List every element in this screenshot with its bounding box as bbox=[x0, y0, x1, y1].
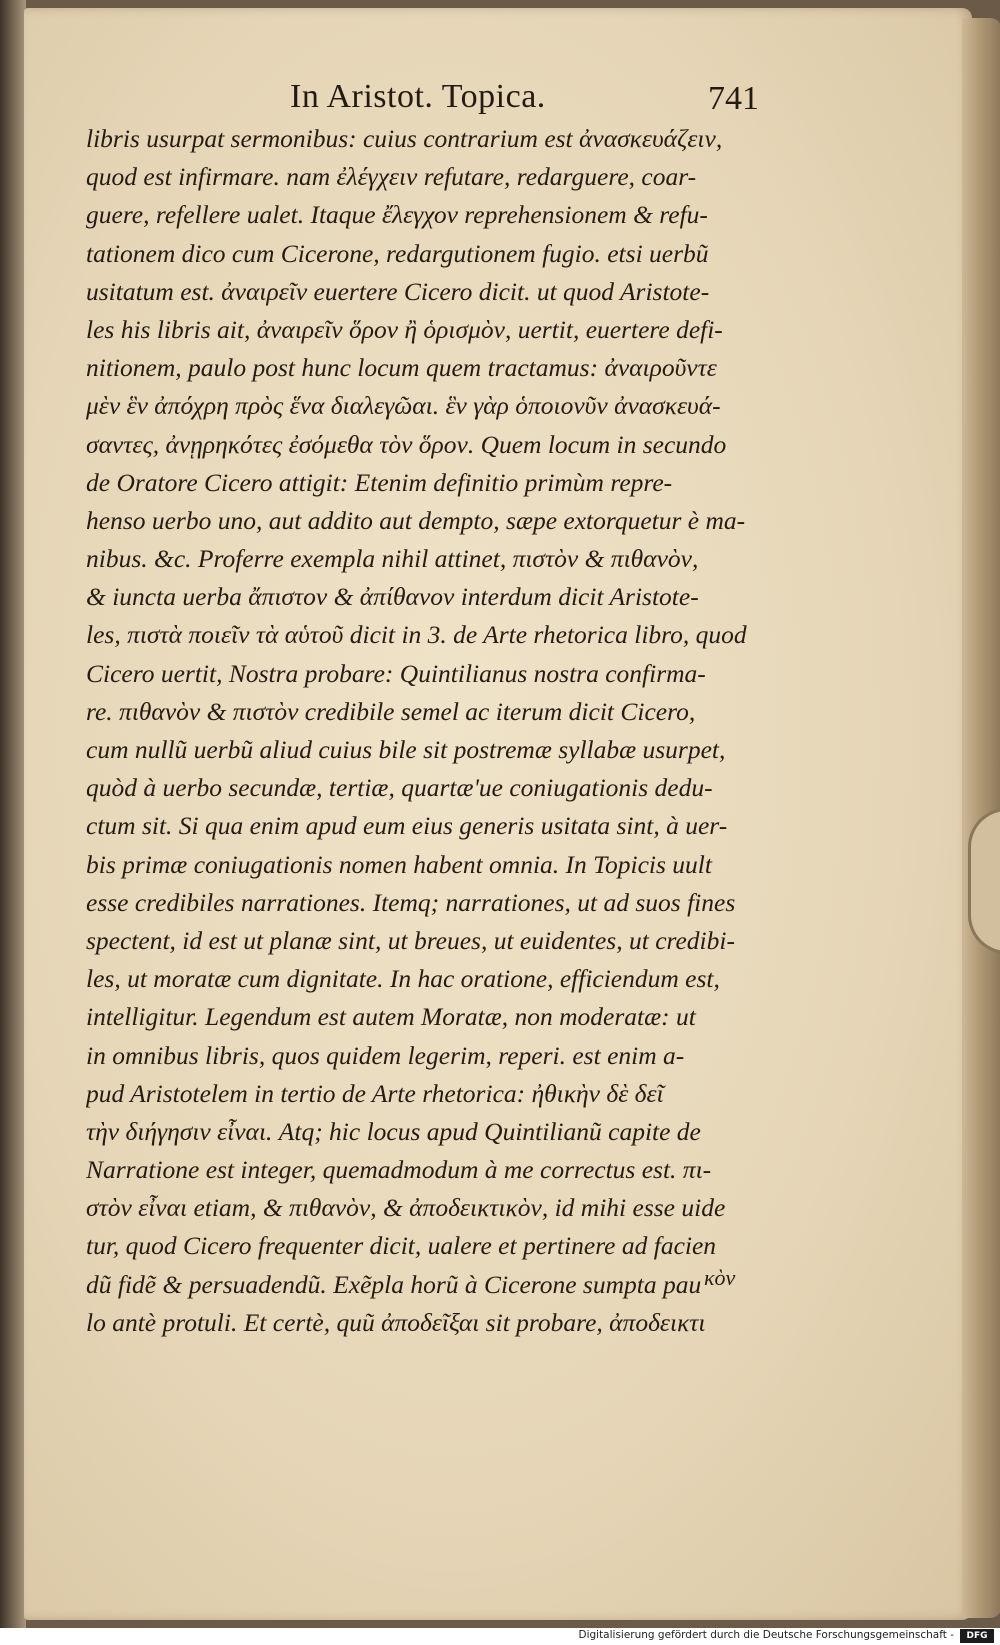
text-line: spectent, id est ut planæ sint, ut breues, ut euidentes, ut credibi- bbox=[86, 925, 735, 955]
text-line: re. πιθανὸν & πιστὸν credibile semel ac iterum dicit Cicero, bbox=[86, 696, 696, 726]
text-line: guere, refellere ualet. Itaque ἔλεγχον reprehensionem & refu- bbox=[86, 200, 708, 230]
text-line: tur, quod Cicero frequenter dicit, ualere et pertinere ad facien bbox=[86, 1231, 717, 1261]
text-line: les, ut moratæ cum dignitate. In hac oratione, efficiendum est, bbox=[86, 964, 720, 994]
catchword: κὸν bbox=[704, 1265, 736, 1290]
text-line: intelligitur. Legendum est autem Moratæ, non moderatæ: ut bbox=[86, 1002, 696, 1032]
text-line: τὴν διήγησιν εἶναι. Atq; hic locus apud Quintilianũ capite de bbox=[86, 1116, 701, 1146]
binding-edge bbox=[0, 0, 26, 1628]
text-line: στὸν εἶναι etiam, & πιθανὸν, & ἀποδεικτικὸν, id mihi esse uide bbox=[86, 1193, 726, 1223]
text-line: de Oratore Cicero attigit: Etenim definitio primùm repre- bbox=[86, 467, 673, 497]
folio-number: 741 bbox=[708, 80, 759, 117]
main-text-block bbox=[86, 120, 766, 1342]
book-clasp bbox=[968, 808, 1000, 954]
text-line: bis primæ coniugationis nomen habent omnia. In Topicis uult bbox=[86, 849, 712, 879]
running-head: In Aristot. Topica. bbox=[290, 78, 546, 115]
text-line: nibus. &c. Proferre exempla nihil attinet, πιστὸν & πιθανὸν, bbox=[86, 544, 699, 574]
text-line: Narratione est integer, quemadmodum à me correctus est. πι- bbox=[86, 1155, 712, 1185]
text-line: esse credibiles narrationes. Itemq; narrationes, ut ad suos fines bbox=[86, 887, 736, 917]
text-line: henso uerbo uno, aut addito aut dempto, sæpe extorquetur è ma- bbox=[86, 505, 746, 535]
footer-bar bbox=[0, 1628, 1000, 1645]
text-line: lo antè protuli. Et certè, quũ ἀποδεῖξαι sit probare, ἀποδεικτι bbox=[86, 1307, 706, 1337]
text-line: tationem dico cum Cicerone, redargutionem fugio. etsi uerbũ bbox=[86, 238, 709, 268]
text-line: nitionem, paulo post hunc locum quem tractamus: ἀναιροῦντε bbox=[86, 353, 717, 383]
text-line: quod est infirmare. nam ἐλέγχειν refutare, redarguere, coar- bbox=[86, 162, 697, 192]
text-line: ctum sit. Si qua enim apud eum eius generis usitata sint, à uer- bbox=[86, 811, 728, 841]
text-line: in omnibus libris, quos quidem legerim, reperi. est enim a- bbox=[86, 1040, 685, 1070]
text-line: libris usurpat sermonibus: cuius contrarium est ἀνασκευάζειν, bbox=[86, 124, 723, 153]
text-line: μὲν ἓν ἀπόχρη πρὸς ἕνα διαλεγῶαι. ἓν γὰρ ὁποιονῦν ἀνασκευά- bbox=[86, 391, 721, 421]
text-line: les his libris ait, ἀναιρεῖν ὅρον ἢ ὁρισμὸν, uertit, euertere defi- bbox=[86, 314, 723, 344]
text-line: pud Aristotelem in tertio de Arte rhetorica: ἠθικὴν δὲ δεῖ bbox=[86, 1078, 664, 1108]
text-line: cum nullũ uerbũ aliud cuius bile sit postremæ syllabæ usurpet, bbox=[86, 735, 726, 764]
text-line: σαντες, ἀνῃρηκότες ἐσόμεθα τὸν ὅρον. Quem locum in secundo bbox=[86, 429, 727, 459]
text-line: les, πιστὰ ποιεῖν τὰ αὑτοῦ dicit in 3. de Arte rhetorica libro, quod bbox=[86, 620, 747, 650]
text-line: Cicero uertit, Nostra probare: Quintilianus nostra confirma- bbox=[86, 658, 706, 688]
dfg-credit: Digitalisierung gefördert durch die Deutsche Forschungsgemeinschaft - bbox=[578, 1629, 954, 1641]
text-line: usitatum est. ἀναιρεῖν euertere Cicero dicit. ut quod Aristote- bbox=[86, 276, 710, 306]
text-line: dũ fidẽ & persuadendũ. Exẽpla horũ à Cicerone sumpta pau bbox=[86, 1269, 702, 1299]
dfg-logo: DFG bbox=[960, 1629, 994, 1643]
text-line: & iuncta uerba ἄπιστον & ἀπίθανον interdum dicit Aristote- bbox=[86, 582, 699, 612]
text-line: quòd à uerbo secundæ, tertiæ, quartæ'ue coniugationis dedu- bbox=[86, 773, 713, 803]
